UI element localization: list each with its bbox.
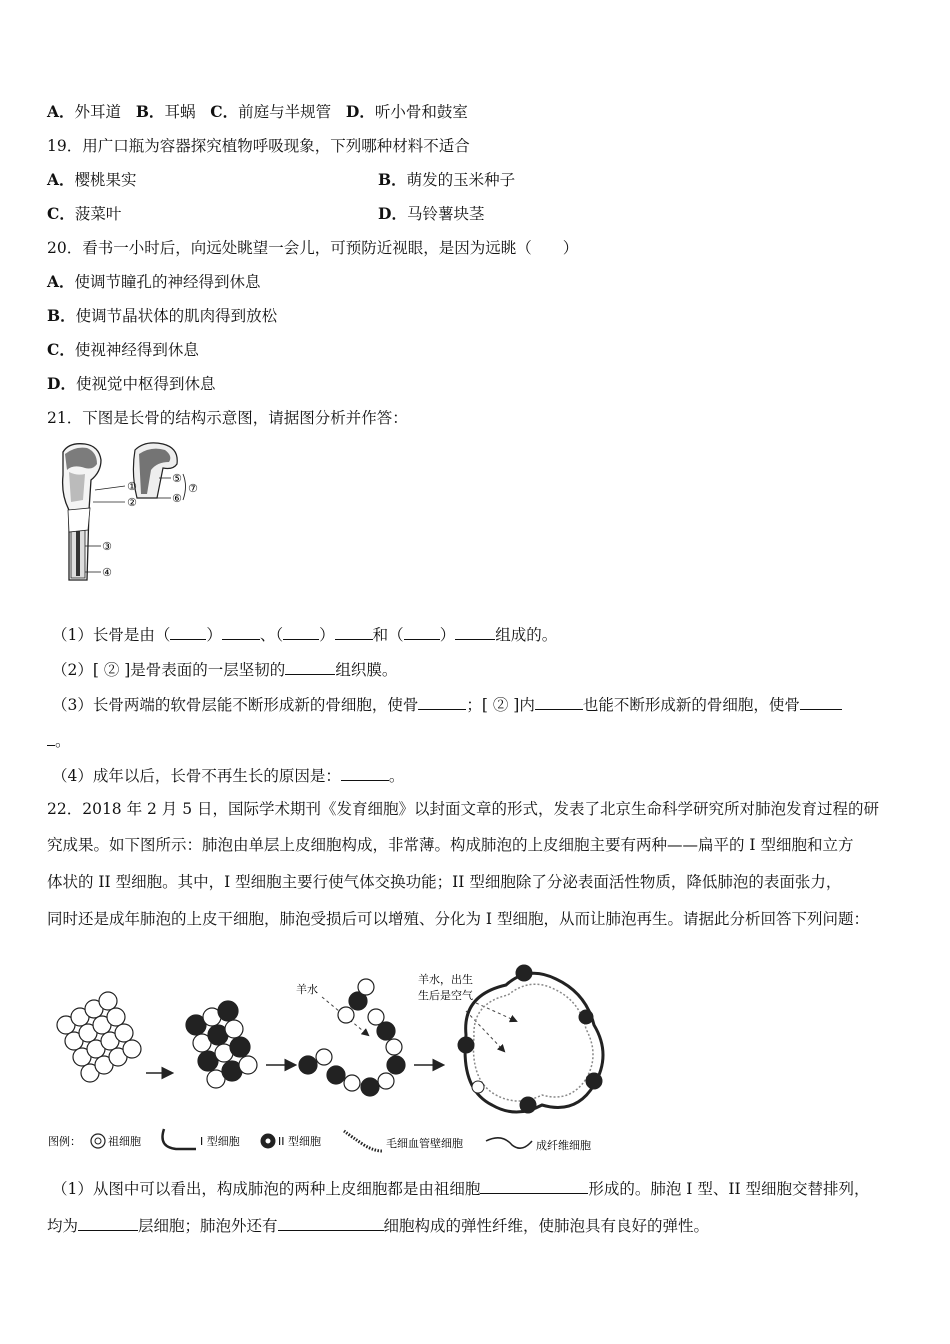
q19-option-a [47, 170, 137, 190]
q19-a: 樱桃果实 [74, 171, 137, 189]
q20-a-key: A． [47, 272, 75, 291]
q22-line-1: 22．2018 年 2 月 5 日，国际学术期刊《发育细胞》以封面文章的形式，发表了北京生命科学研究所对肺泡发育过程的研 [47, 800, 880, 818]
q21-p1-a: （1）长骨是由（ [52, 626, 171, 644]
q19-a-key: A． [47, 170, 75, 189]
q20-option-a [47, 272, 261, 292]
q21-blank-7[interactable] [285, 659, 335, 675]
q19-d-key: D． [378, 204, 407, 223]
q21-blank-10[interactable] [800, 694, 842, 710]
q20-c-key: C． [47, 340, 75, 359]
q18-c: 前庭与半规管 [238, 103, 332, 121]
q21-part2 [52, 659, 397, 680]
q21-part1 [52, 624, 557, 645]
mature-alveolus [458, 965, 603, 1113]
q20-d: 使视觉中枢得到休息 [75, 375, 216, 393]
legend-title: 图例： [48, 1135, 81, 1148]
q21-p1-b: ） [206, 626, 222, 644]
q22-blank-2[interactable] [78, 1215, 138, 1231]
bone-label-4: ④ [102, 566, 112, 579]
q22-p1b-b: 层细胞；肺泡外还有 [138, 1217, 278, 1235]
q21-p4-a: （4）成年以后，长骨不再生长的原因是： [52, 767, 341, 785]
q21-p3-c: 也能不断形成新的骨细胞，使骨 [582, 696, 800, 714]
q21-blank-5[interactable] [404, 624, 440, 640]
q22-line-2: 究成果。如下图所示：肺泡由单层上皮细胞构成，非常薄。构成肺泡的上皮细胞主要有两种——扁平的 I 型细胞和立方 [47, 836, 854, 854]
q21-blank-1[interactable] [170, 624, 206, 640]
bone-label-7: ⑦ [188, 482, 198, 495]
q18-options [47, 102, 468, 122]
q19-b-key: B． [378, 170, 407, 189]
legend-fibro-icon [486, 1138, 532, 1148]
bone-label-6: ⑥ [172, 492, 182, 505]
q19-b: 萌发的玉米种子 [406, 171, 516, 189]
q22-line-3: 体状的 II 型细胞。其中，I 型细胞主要行使气体交换功能；II 型细胞除了分泌表面活性物质，降低肺泡的表面张力， [47, 873, 842, 891]
legend-capillary-icon [344, 1131, 382, 1151]
progenitor-cluster [57, 992, 141, 1082]
q20-d-key: D． [47, 374, 76, 393]
q20-option-b [47, 306, 277, 326]
q21-p1-f: ） [439, 626, 456, 644]
q21-blank-9[interactable] [535, 694, 583, 710]
q21-blank-6[interactable] [455, 624, 495, 640]
legend-capillary: 毛细血管壁细胞 [386, 1137, 463, 1150]
q18-a-key: A． [47, 102, 75, 121]
differentiating-cluster [186, 1001, 257, 1088]
q21-stem: 21．下图是长骨的结构示意图，请据图分析并作答： [47, 409, 408, 427]
q21-blank-2[interactable] [222, 624, 260, 640]
budding-cluster [299, 979, 405, 1096]
q21-blank-3[interactable] [283, 624, 319, 640]
long-bone-figure [55, 440, 215, 590]
amniotic-label: 羊水 [296, 983, 318, 996]
q20-option-c [47, 340, 199, 360]
legend-type2: II 型细胞 [278, 1135, 321, 1148]
q22-part1 [52, 1178, 870, 1199]
q21-blank-11[interactable] [341, 765, 389, 781]
q21-blank-10b[interactable] [47, 730, 55, 746]
q21-p2-b: 组织膜。 [335, 661, 398, 679]
q21-p3-b: ；[ ② ]内 [466, 696, 535, 714]
q18-b-key: B． [135, 102, 165, 121]
q21-p3-a: （3）长骨两端的软骨层能不断形成新的骨细胞，使骨 [52, 696, 419, 714]
bone-label-5: ⑤ [172, 472, 182, 485]
q21-p2-a: （2）[ ② ]是骨表面的一层坚韧的 [52, 661, 286, 679]
q19-c: 菠菜叶 [74, 205, 122, 223]
q21-part3 [52, 694, 842, 715]
legend-type1: I 型细胞 [200, 1135, 240, 1148]
bone-label-1: ① [127, 480, 137, 493]
q18-c-key: C． [210, 102, 239, 121]
q19-option-d [378, 204, 484, 224]
q20-c: 使视神经得到休息 [74, 341, 199, 359]
bone-label-2: ② [127, 496, 137, 509]
q21-blank-4[interactable] [335, 624, 373, 640]
q20-b-key: B． [47, 306, 76, 325]
q22-p1-b: 形成的。肺泡 I 型、II 型细胞交替排列， [588, 1180, 870, 1198]
q22-p1b-a: 均为 [47, 1217, 79, 1235]
q21-p1-e: 和（ [372, 626, 404, 644]
q22-blank-1[interactable] [480, 1178, 588, 1194]
q21-p1-g: 组成的。 [495, 626, 558, 644]
q21-p1-c: 、（ [259, 626, 284, 644]
q20-option-d [47, 374, 215, 394]
q22-p1-a: （1）从图中可以看出，构成肺泡的两种上皮细胞都是由祖细胞 [52, 1180, 481, 1198]
q19-d: 马铃薯块茎 [406, 205, 485, 223]
bone-label-3: ③ [102, 540, 112, 553]
q21-p1-d: ） [319, 626, 335, 644]
figure-legend [48, 1129, 591, 1152]
q21-part3-end [47, 730, 71, 751]
q19-option-c [47, 204, 121, 224]
q21-blank-8[interactable] [418, 694, 466, 710]
q18-d-key: D． [345, 102, 375, 121]
q18-a: 外耳道 [74, 103, 122, 121]
q19-option-b [378, 170, 515, 190]
q19-c-key: C． [47, 204, 75, 223]
q21-part4 [52, 765, 404, 786]
legend-progenitor: 祖细胞 [108, 1135, 141, 1148]
alveolus-figure [46, 955, 626, 1170]
q20-a: 使调节瞳孔的神经得到休息 [74, 273, 261, 291]
after-birth-label-1: 羊水，出生 [418, 973, 473, 986]
q22-part1-cont [47, 1215, 709, 1236]
q22-p1b-c: 细胞构成的弹性纤维，使肺泡具有良好的弹性。 [383, 1217, 710, 1235]
after-birth-label-2: 生后是空气 [418, 989, 473, 1002]
q20-stem: 20．看书一小时后，向远处眺望一会儿，可预防近视眼，是因为远眺（ ） [47, 239, 579, 257]
q21-p3-d: 。 [55, 732, 71, 750]
legend-type1-icon [163, 1129, 197, 1149]
q19-stem: 19．用广口瓶为容器探究植物呼吸现象，下列哪种材料不适合 [47, 137, 470, 155]
legend-fibro: 成纤维细胞 [536, 1139, 591, 1152]
q20-b: 使调节晶状体的肌肉得到放松 [75, 307, 278, 325]
q21-p4-b: 。 [388, 767, 405, 785]
q18-b: 耳蜗 [164, 103, 196, 121]
q22-blank-3[interactable] [278, 1215, 384, 1231]
q18-d: 听小骨和鼓室 [374, 103, 468, 121]
q22-line-4: 同时还是成年肺泡的上皮干细胞，肺泡受损后可以增殖、分化为 I 型细胞，从而让肺泡再生。请据此分析回答下列问题： [47, 910, 869, 928]
